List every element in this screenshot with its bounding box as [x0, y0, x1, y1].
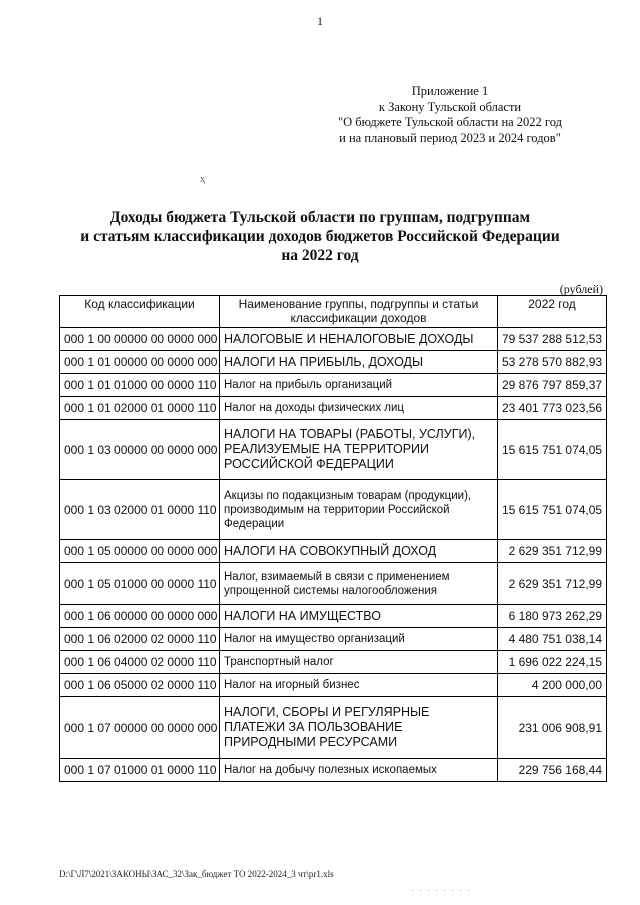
table-row: [60, 328, 607, 351]
row-code: 000 1 07 00000 00 0000 000: [60, 697, 220, 759]
row-amount: 2 629 351 712,99: [498, 540, 607, 563]
appendix-line: к Закону Тульской области: [378, 99, 522, 114]
header-name: Наименование группы, подгруппы и статьи классификации доходов: [220, 296, 498, 328]
row-code: 000 1 07 01000 01 0000 110: [60, 759, 220, 782]
row-name: НАЛОГИ НА ИМУЩЕСТВО: [220, 605, 498, 628]
footer-dots: . . . . . . . .: [412, 884, 472, 893]
row-amount: 15 615 751 074,05: [498, 420, 607, 480]
table-row: [60, 351, 607, 374]
table-row: [60, 374, 607, 397]
header-code: Код классификации: [60, 296, 220, 328]
table-row: [60, 697, 607, 759]
row-amount: 229 756 168,44: [498, 759, 607, 782]
table-row: [60, 651, 607, 674]
row-code: 000 1 05 01000 00 0000 110: [60, 563, 220, 605]
row-amount: 53 278 570 882,93: [498, 351, 607, 374]
row-amount: 15 615 751 074,05: [498, 480, 607, 540]
row-name: НАЛОГИ НА СОВОКУПНЫЙ ДОХОД: [220, 540, 498, 563]
header-year: 2022 год: [498, 296, 607, 328]
row-name: Транспортный налог: [220, 651, 498, 674]
row-name: Акцизы по подакцизным товарам (продукции), производимым на территории Российской Федерации: [220, 480, 498, 540]
page-number: 1: [317, 14, 323, 28]
table-row: [60, 397, 607, 420]
row-name: НАЛОГИ НА ПРИБЫЛЬ, ДОХОДЫ: [220, 351, 498, 374]
row-amount: 29 876 797 859,37: [498, 374, 607, 397]
row-code: 000 1 06 00000 00 0000 000: [60, 605, 220, 628]
row-amount: 23 401 773 023,56: [498, 397, 607, 420]
table-row: [60, 480, 607, 540]
table-header-row: [60, 296, 607, 328]
row-code: 000 1 03 00000 00 0000 000: [60, 420, 220, 480]
row-code: 000 1 05 00000 00 0000 000: [60, 540, 220, 563]
appendix-line: Приложение 1: [411, 84, 489, 98]
row-amount: 6 180 973 262,29: [498, 605, 607, 628]
title-line: Доходы бюджета Тульской области по группам, подгруппам: [109, 209, 531, 226]
row-name: НАЛОГИ НА ТОВАРЫ (РАБОТЫ, УСЛУГИ), РЕАЛИЗУЕМЫЕ НА ТЕРРИТОРИИ РОССИЙСКОЙ ФЕДЕРАЦИИ: [220, 420, 498, 480]
row-amount: 2 629 351 712,99: [498, 563, 607, 605]
row-amount: 4 480 751 038,14: [498, 628, 607, 651]
row-code: 000 1 01 02000 01 0000 110: [60, 397, 220, 420]
row-name: Налог на прибыль организаций: [220, 374, 498, 397]
revenue-table: [59, 295, 607, 782]
table-row: [60, 628, 607, 651]
title-line: на 2022 год: [281, 247, 359, 264]
row-amount: 79 537 288 512,53: [498, 328, 607, 351]
row-name: Налог, взимаемый в связи с применением упрощенной системы налогообложения: [220, 563, 498, 605]
row-code: 000 1 01 00000 00 0000 000: [60, 351, 220, 374]
row-code: 000 1 06 05000 02 0000 110: [60, 674, 220, 697]
row-code: 000 1 01 01000 00 0000 110: [60, 374, 220, 397]
row-code: 000 1 06 04000 02 0000 110: [60, 651, 220, 674]
units-label: (рублей): [559, 282, 603, 296]
file-path: D:\Г\Л7\2021\ЗАКОНЫ\ЗАС_32\Зак_бюджет ТО 2022-2024_3 чт\pr1.xls: [59, 869, 334, 879]
table-row: [60, 674, 607, 697]
title-line: и статьям классификации доходов бюджетов Российской Федерации: [80, 228, 560, 245]
appendix-line: и на плановый период 2023 и 2024 годов": [339, 130, 561, 145]
scan-speck: ҳ: [200, 174, 205, 185]
row-name: Налог на игорный бизнес: [220, 674, 498, 697]
row-name: НАЛОГИ, СБОРЫ И РЕГУЛЯРНЫЕ ПЛАТЕЖИ ЗА ПОЛЬЗОВАНИЕ ПРИРОДНЫМИ РЕСУРСАМИ: [220, 697, 498, 759]
table-row: [60, 759, 607, 782]
document-title: [40, 208, 600, 265]
row-name: Налог на добычу полезных ископаемых: [220, 759, 498, 782]
appendix-line: "О бюджете Тульской области на 2022 год: [338, 115, 562, 129]
row-name: Налог на доходы физических лиц: [220, 397, 498, 420]
table-row: [60, 420, 607, 480]
row-amount: 1 696 022 224,15: [498, 651, 607, 674]
row-name: НАЛОГОВЫЕ И НЕНАЛОГОВЫЕ ДОХОДЫ: [220, 328, 498, 351]
row-amount: 231 006 908,91: [498, 697, 607, 759]
row-amount: 4 200 000,00: [498, 674, 607, 697]
row-code: 000 1 03 02000 01 0000 110: [60, 480, 220, 540]
table-row: [60, 563, 607, 605]
table-row: [60, 540, 607, 563]
row-code: 000 1 06 02000 02 0000 110: [60, 628, 220, 651]
row-code: 000 1 00 00000 00 0000 000: [60, 328, 220, 351]
row-name: Налог на имущество организаций: [220, 628, 498, 651]
table-row: [60, 605, 607, 628]
appendix-reference: [300, 84, 600, 146]
